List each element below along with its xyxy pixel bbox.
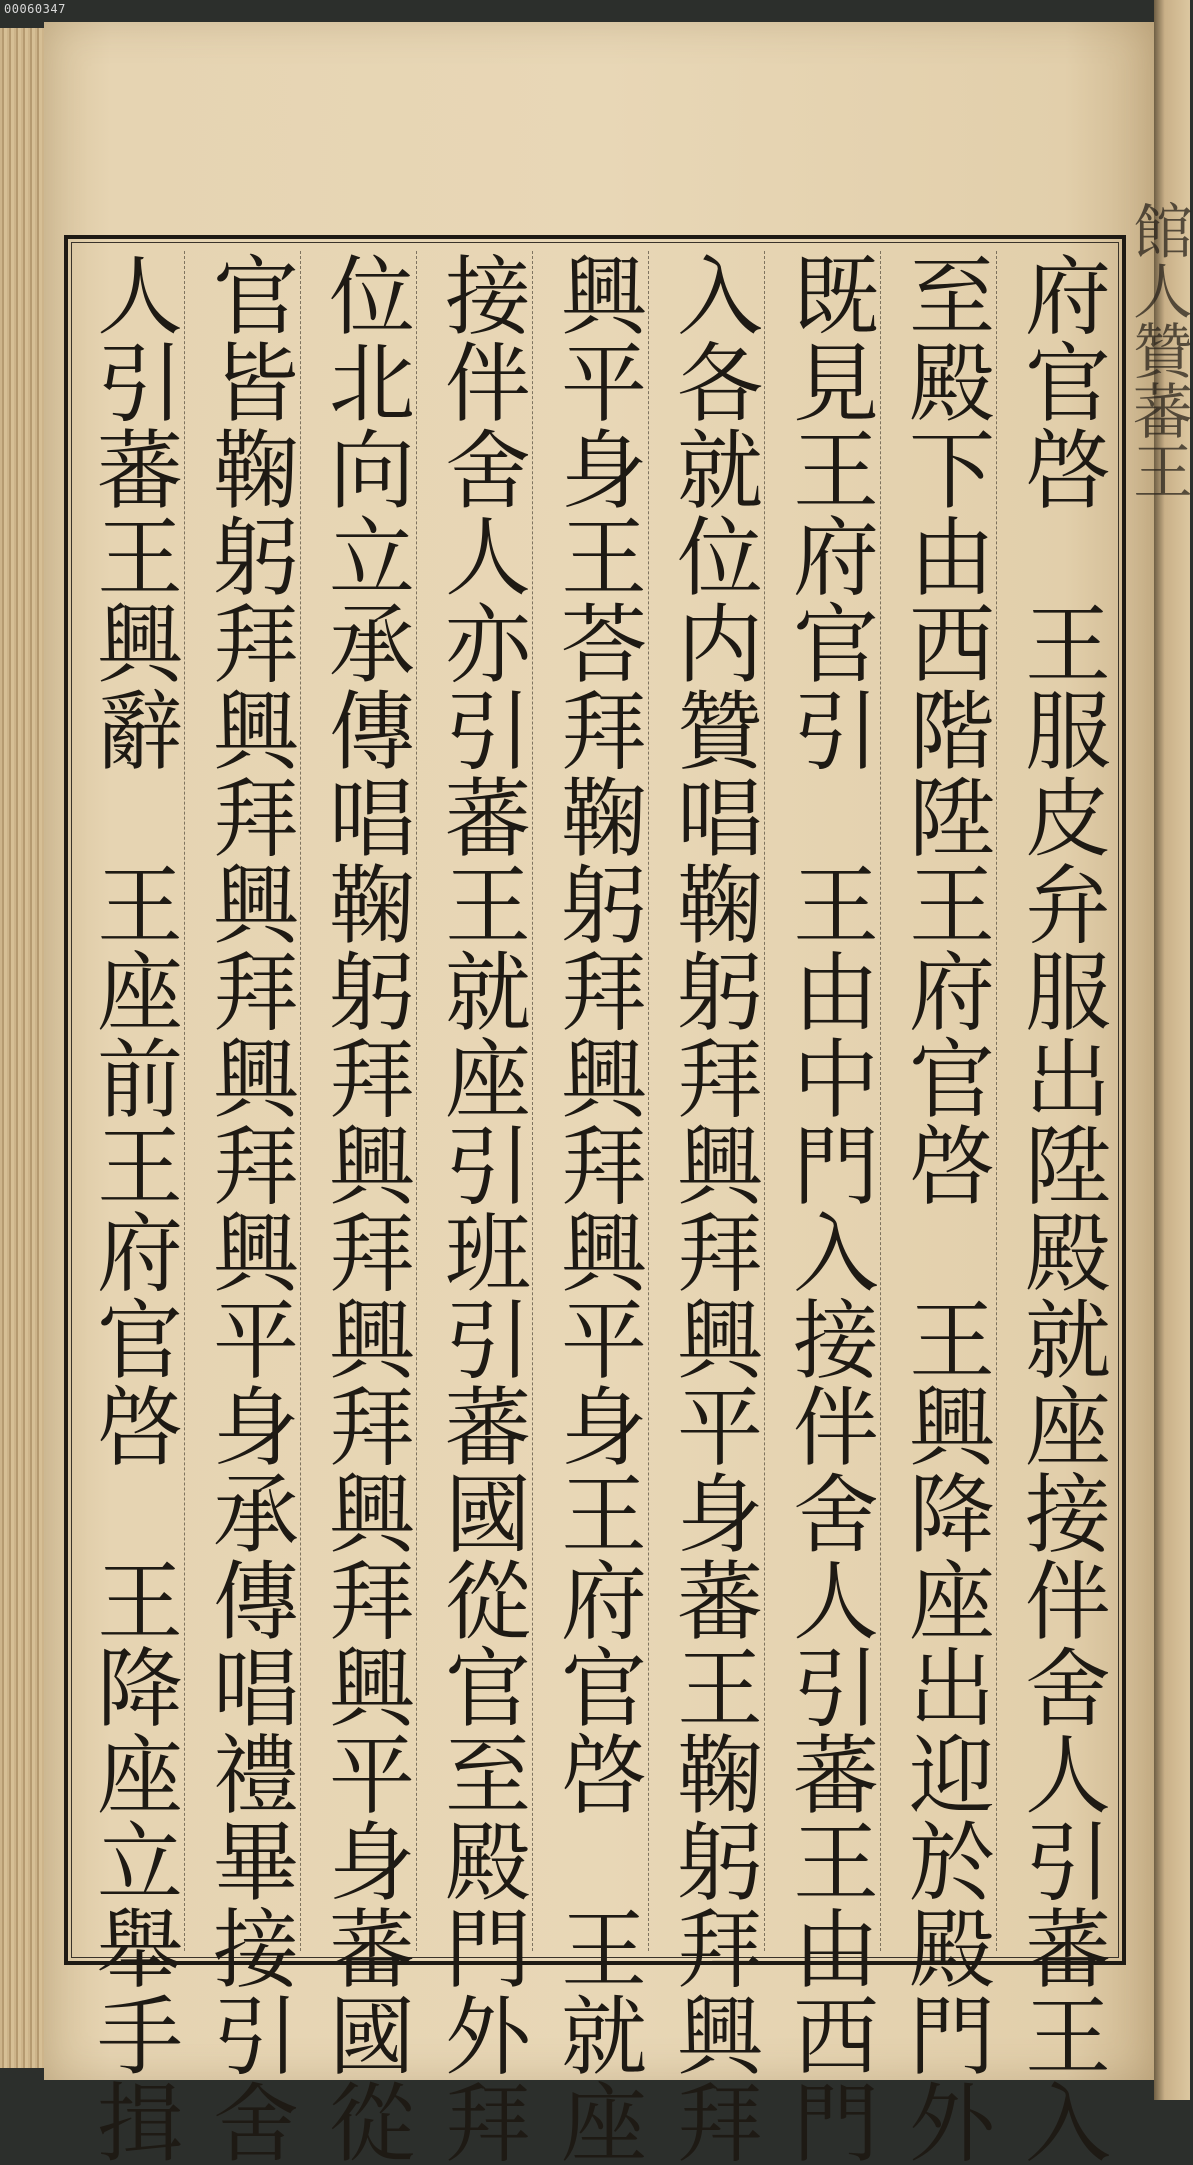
text-column-3: 既見王府官引 王由中門入接伴舍人引蕃王由西門 xyxy=(766,251,890,1951)
next-leaf-text: 館人贊蕃王 xyxy=(1123,200,1193,500)
text-column-1: 府官啓 王服皮弁服出陞殿就座接伴舍人引蕃王入 xyxy=(998,251,1122,1951)
text-column-5: 興平身王荅拜鞠躬拜興拜興平身王府官啓 王就座 xyxy=(534,251,658,1951)
text-column-8: 官皆鞠躬拜興拜興拜興拜興平身承傳唱禮畢接引舍 xyxy=(186,251,310,1951)
text-column-7: 位北向立承傳唱鞠躬拜興拜興拜興拜興平身蕃國從 xyxy=(302,251,426,1951)
text-column-6: 接伴舍人亦引蕃王就座引班引蕃國從官至殿門外拜 xyxy=(418,251,542,1951)
text-frame xyxy=(64,235,1126,2165)
text-column-2: 至殿下由西階陞王府官啓 王興降座出迎於殿門外 xyxy=(882,251,1006,1951)
text-column-4: 入各就位内贊唱鞠躬拜興拜興平身蕃王鞠躬拜興拜 xyxy=(650,251,774,1951)
text-column-9: 人引蕃王興辭 王座前王府官啓 王降座立舉手揖 xyxy=(82,251,182,2165)
next-leaf-edge xyxy=(1123,0,1193,2100)
scan-id-label: 00060347 xyxy=(4,2,66,16)
